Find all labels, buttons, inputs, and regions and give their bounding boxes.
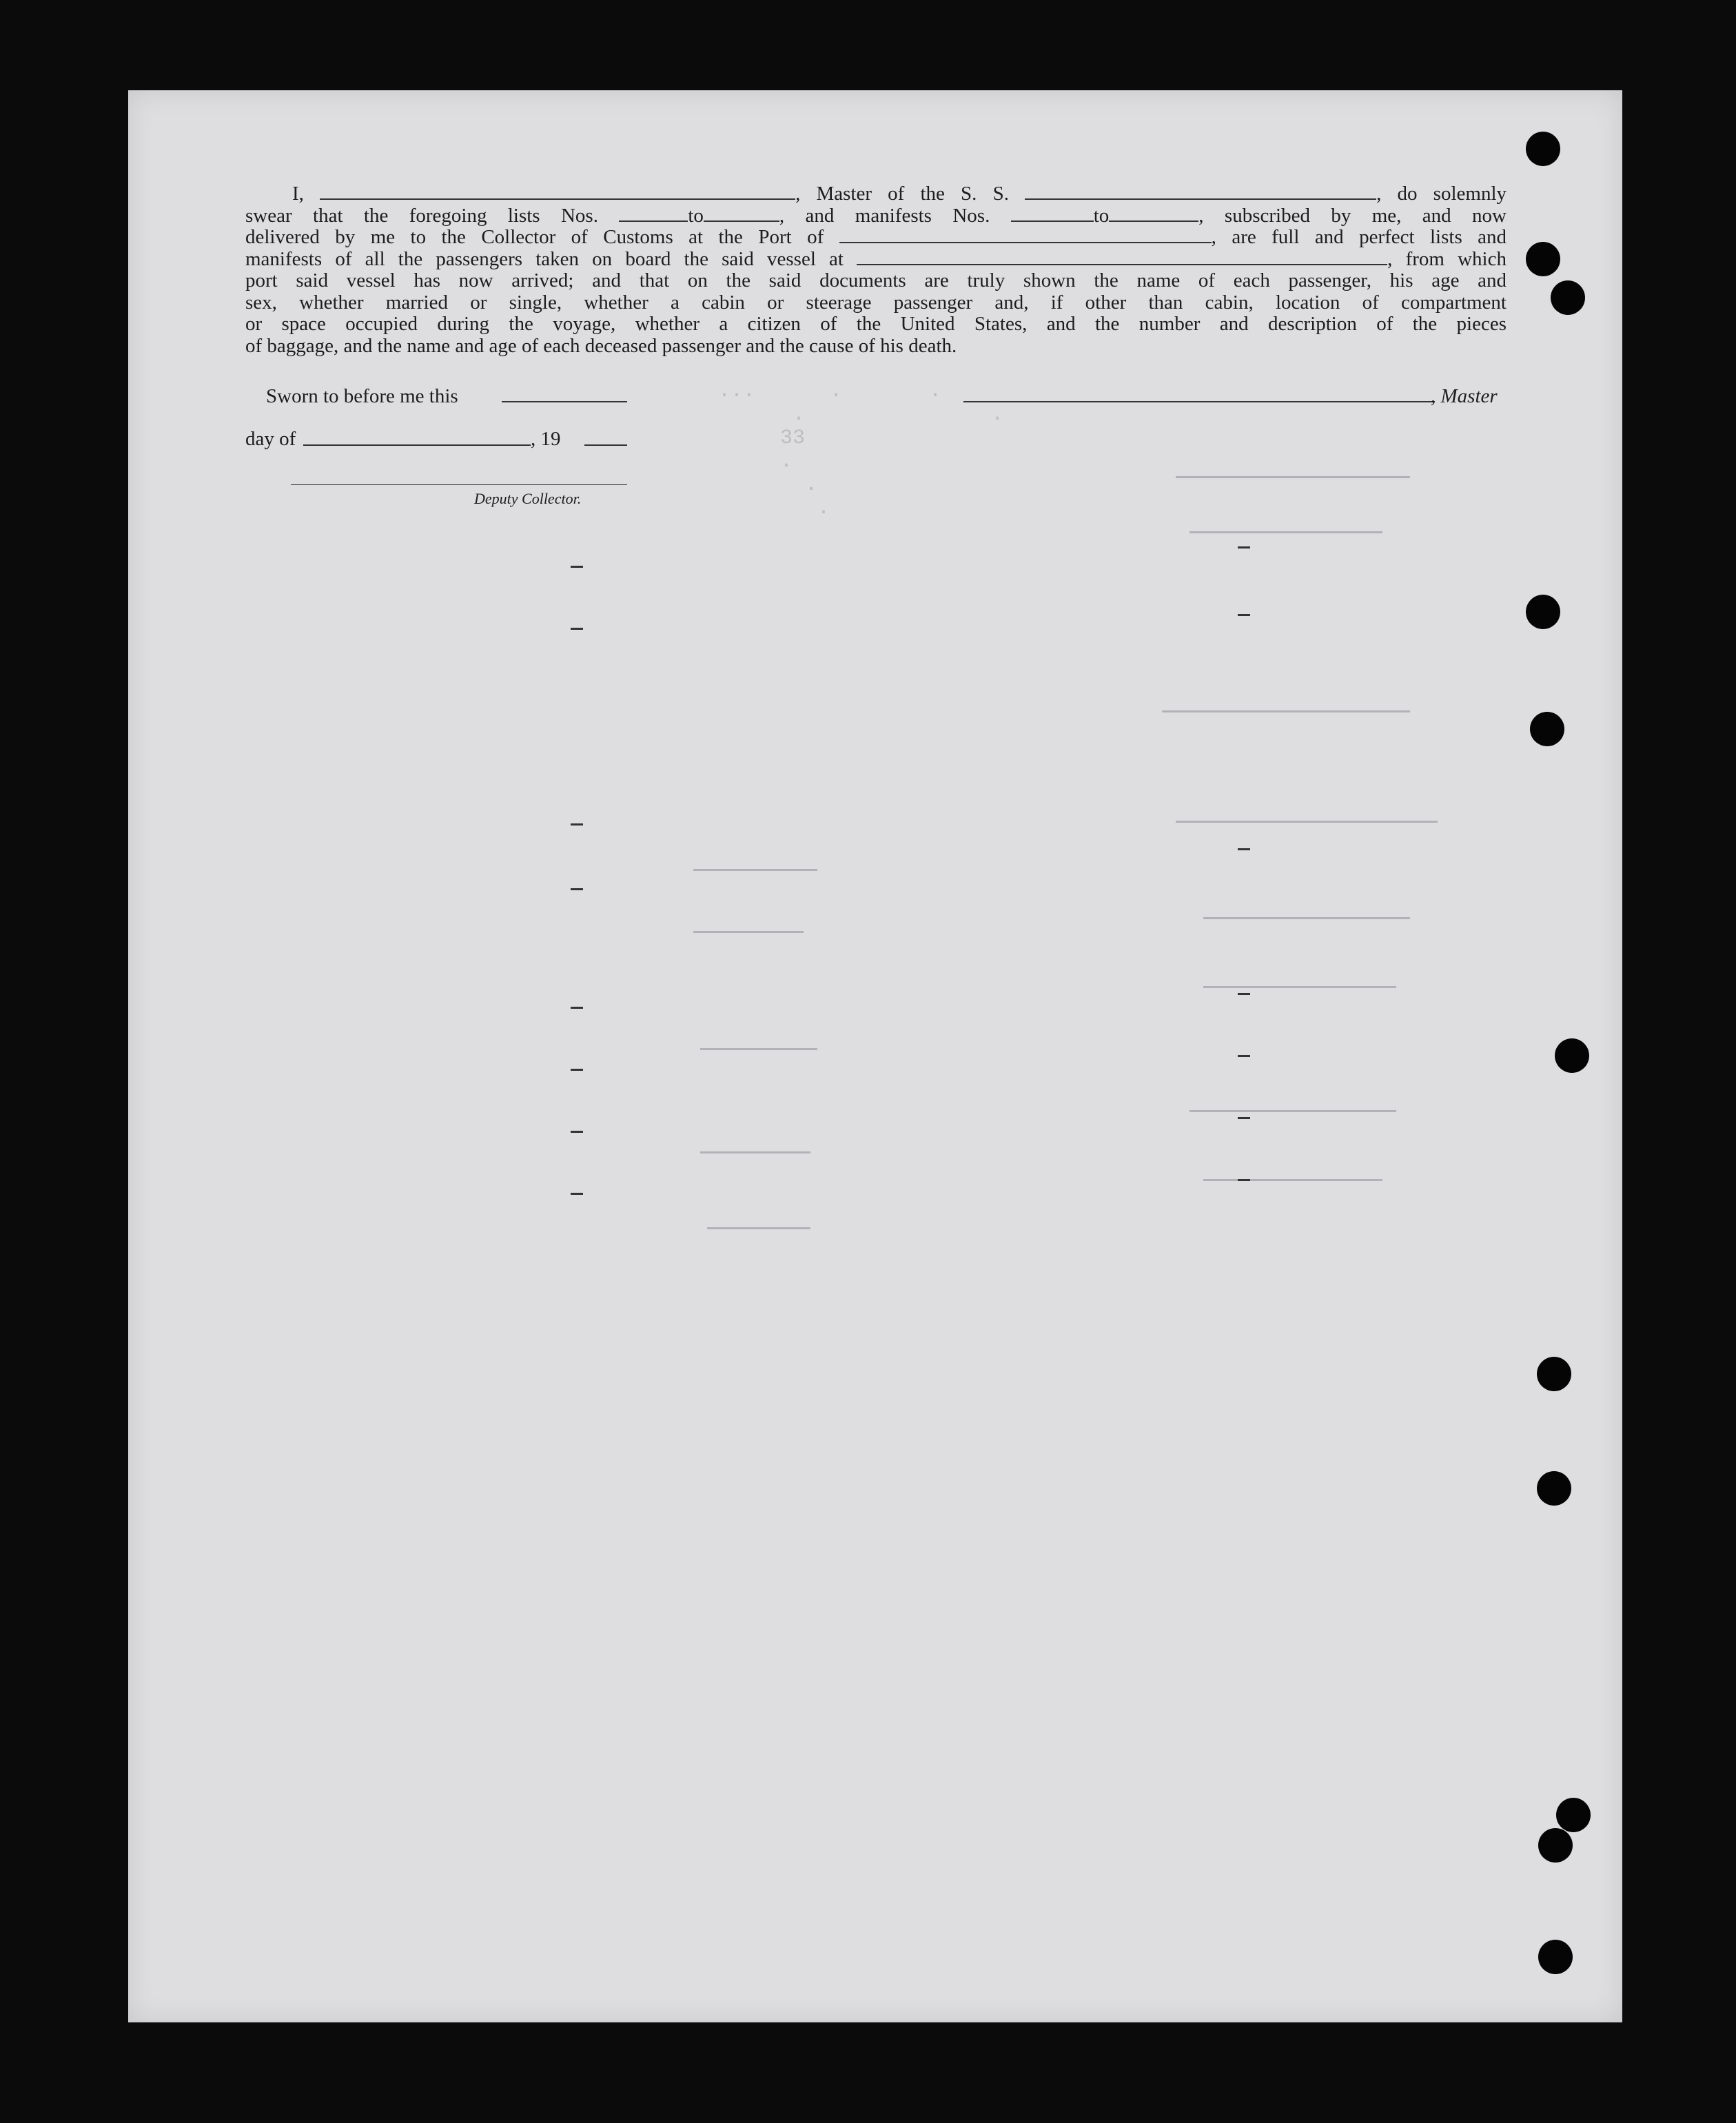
row-dash	[1238, 1117, 1250, 1119]
punch-hole	[1555, 1038, 1589, 1073]
port-blank	[839, 227, 1212, 243]
master-name-blank	[320, 183, 795, 200]
punch-hole	[1551, 280, 1585, 315]
deputy-collector-label: Deputy Collector.	[474, 490, 582, 507]
master-label: , Master	[1431, 385, 1498, 407]
oath-text: , from which	[1387, 247, 1507, 270]
oath-text: manifests of all the passengers taken on board the said vessel at	[245, 247, 844, 270]
punch-hole	[1537, 1471, 1571, 1506]
oath-text: delivered by me to the Collector of Customs at the Port of	[245, 226, 824, 248]
row-dash	[1238, 1179, 1250, 1181]
manifests-from-blank	[1011, 205, 1094, 222]
oath-text: to	[1093, 204, 1110, 227]
bleed-through-stroke	[1176, 476, 1410, 478]
oath-text: , are full and perfect lists and	[1211, 226, 1507, 248]
punch-hole	[1530, 712, 1564, 746]
row-dash	[571, 628, 583, 630]
row-dash	[571, 1131, 583, 1133]
year-prefix: , 19	[531, 428, 561, 450]
manifest-back-page	[128, 90, 1622, 2022]
ship-name-blank	[1025, 183, 1376, 200]
punch-hole	[1526, 595, 1560, 629]
oath-text: I,	[292, 183, 304, 205]
row-dash	[1238, 614, 1250, 616]
row-dash	[1238, 1055, 1250, 1057]
bleed-through-stroke	[1203, 986, 1396, 988]
row-dash	[571, 566, 583, 568]
oath-line-1	[245, 183, 1507, 205]
row-dash	[1238, 993, 1250, 995]
row-dash	[1238, 848, 1250, 850]
month-blank	[303, 444, 531, 446]
bleed-through-stroke	[693, 931, 804, 933]
oath-text: , and manifests Nos.	[779, 204, 990, 227]
oath-text: to	[688, 204, 704, 227]
oath-line-7: or space occupied during the voyage, whether a citizen of the United States, and the number and description of the pieces	[245, 313, 1507, 335]
sworn-day-blank	[502, 401, 627, 402]
lists-from-blank	[619, 205, 688, 222]
punch-hole	[1538, 1828, 1573, 1863]
bleed-through-stroke	[707, 1227, 810, 1229]
oath-line-5: port said vessel has now arrived; and that on the said documents are truly shown the name of each passenger, his age and	[245, 269, 1507, 291]
punch-hole	[1537, 1357, 1571, 1391]
bleed-through-stroke	[1203, 917, 1410, 919]
lists-to-blank	[704, 205, 779, 222]
oath-line-8: of baggage, and the name and age of each deceased passenger and the cause of his death.	[245, 334, 957, 357]
oath-text: , subscribed by me, and now	[1198, 204, 1507, 227]
punch-hole	[1538, 1940, 1573, 1974]
oath-text: , Master of the S. S.	[795, 183, 1009, 205]
row-dash	[571, 1007, 583, 1009]
punch-hole	[1526, 242, 1560, 276]
row-dash	[571, 1069, 583, 1071]
departure-port-blank	[857, 249, 1387, 265]
bleed-through-stroke	[1162, 710, 1410, 712]
manifests-to-blank	[1109, 205, 1198, 222]
row-dash	[571, 823, 583, 825]
bleed-through-stroke	[1176, 821, 1438, 823]
day-of-label: day of	[245, 428, 296, 450]
bleed-through-stroke	[700, 1151, 810, 1153]
oath-line-3	[245, 227, 1507, 249]
oath-text: , do solemnly	[1376, 183, 1507, 205]
bleed-through-text: ... . . . . 33 . . .	[718, 380, 1004, 520]
sworn-label: Sworn to before me this	[266, 385, 458, 407]
year-blank	[584, 444, 627, 446]
punch-hole	[1526, 132, 1560, 166]
oath-line-6: sex, whether married or single, whether a cabin or steerage passenger and, if other than cabin, location of compartment	[245, 291, 1507, 314]
row-dash	[1238, 546, 1250, 548]
row-dash	[571, 888, 583, 890]
punch-hole	[1556, 1798, 1591, 1832]
bleed-through-stroke	[700, 1048, 817, 1050]
row-dash	[571, 1193, 583, 1195]
bleed-through-stroke	[1189, 1110, 1396, 1112]
bleed-through-stroke	[693, 869, 817, 871]
master-signature-line	[963, 401, 1435, 402]
deputy-signature-line	[291, 484, 627, 485]
bleed-through-stroke	[1189, 531, 1382, 533]
oath-line-2	[245, 205, 1507, 227]
oath-line-4	[245, 249, 1507, 271]
bleed-through-stroke	[1203, 1179, 1382, 1181]
oath-text: swear that the foregoing lists Nos.	[245, 204, 598, 227]
oath-paragraph	[245, 183, 1507, 357]
